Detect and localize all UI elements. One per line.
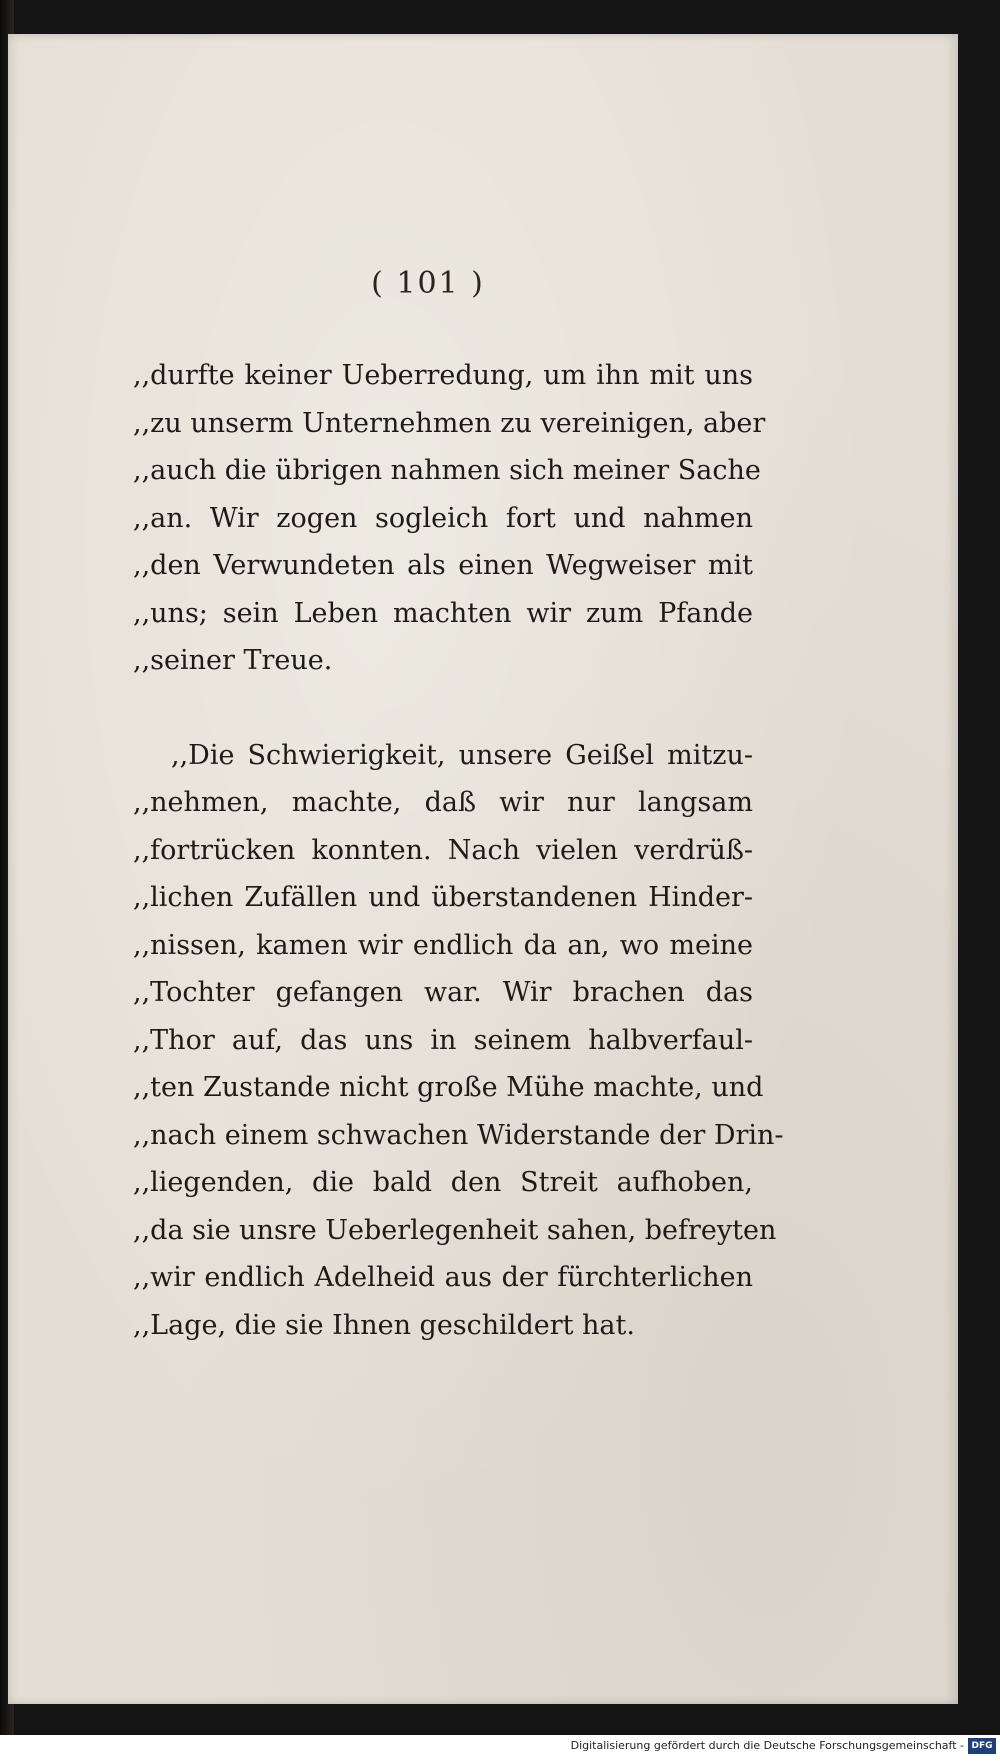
text-line: ,,uns; sein Leben machten wir zum Pfande <box>133 597 753 629</box>
text-line: ,,ten Zustande nicht große Mühe machte, und <box>133 1072 764 1103</box>
text-line: ,,Lage, die sie Ihnen geschildert hat. <box>133 1309 635 1341</box>
text-line: ,,nissen, kamen wir endlich da an, wo meine <box>133 929 753 961</box>
paragraph-2 <box>133 732 784 1350</box>
text-line: ,,nach einem schwachen Widerstande der Drin- <box>133 1119 784 1151</box>
text-line: ,,Die Schwierigkeit, unsere Geißel mitzu- <box>171 739 753 771</box>
text-line: ,,lichen Zufällen und überstandenen Hinder- <box>133 882 753 913</box>
text-line: ,,seiner Treue. <box>133 645 333 676</box>
text-line: ,,auch die übrigen nahmen sich meiner Sache <box>133 455 761 486</box>
paragraph-1 <box>133 352 766 685</box>
text-line: ,,wir endlich Adelheid aus der fürchterlichen <box>133 1262 753 1293</box>
text-line: ,,Thor auf, das uns in seinem halbverfaul- <box>133 1024 753 1056</box>
text-line: ,,den Verwundeten als einen Wegweiser mit <box>133 550 753 581</box>
book-page <box>8 34 958 1704</box>
page-number: ( 101 ) <box>371 266 485 301</box>
dfg-logo: DFG <box>968 1738 996 1754</box>
text-line: ,,fortrücken konnten. Nach vielen verdrüß- <box>133 834 753 866</box>
footer-bar <box>0 1735 1000 1761</box>
text-line: ,,zu unserm Unternehmen zu vereinigen, aber <box>133 407 766 439</box>
text-line: ,,durfte keiner Ueberredung, um ihn mit uns <box>133 360 753 391</box>
page-body-text <box>133 352 784 1349</box>
text-line: ,,da sie unsre Ueberlegenheit sahen, befreyten <box>133 1214 777 1246</box>
digitization-credit: Digitalisierung gefördert durch die Deutsche Forschungsgemeinschaft - <box>570 1739 964 1752</box>
text-line: ,,an. Wir zogen sogleich fort und nahmen <box>133 502 753 534</box>
text-line: ,,liegenden, die bald den Streit aufhoben, <box>133 1167 753 1198</box>
text-line: ,,nehmen, machte, daß wir nur langsam <box>133 787 753 818</box>
text-line: ,,Tochter gefangen war. Wir brachen das <box>133 977 753 1008</box>
paragraph-spacer <box>133 685 753 732</box>
